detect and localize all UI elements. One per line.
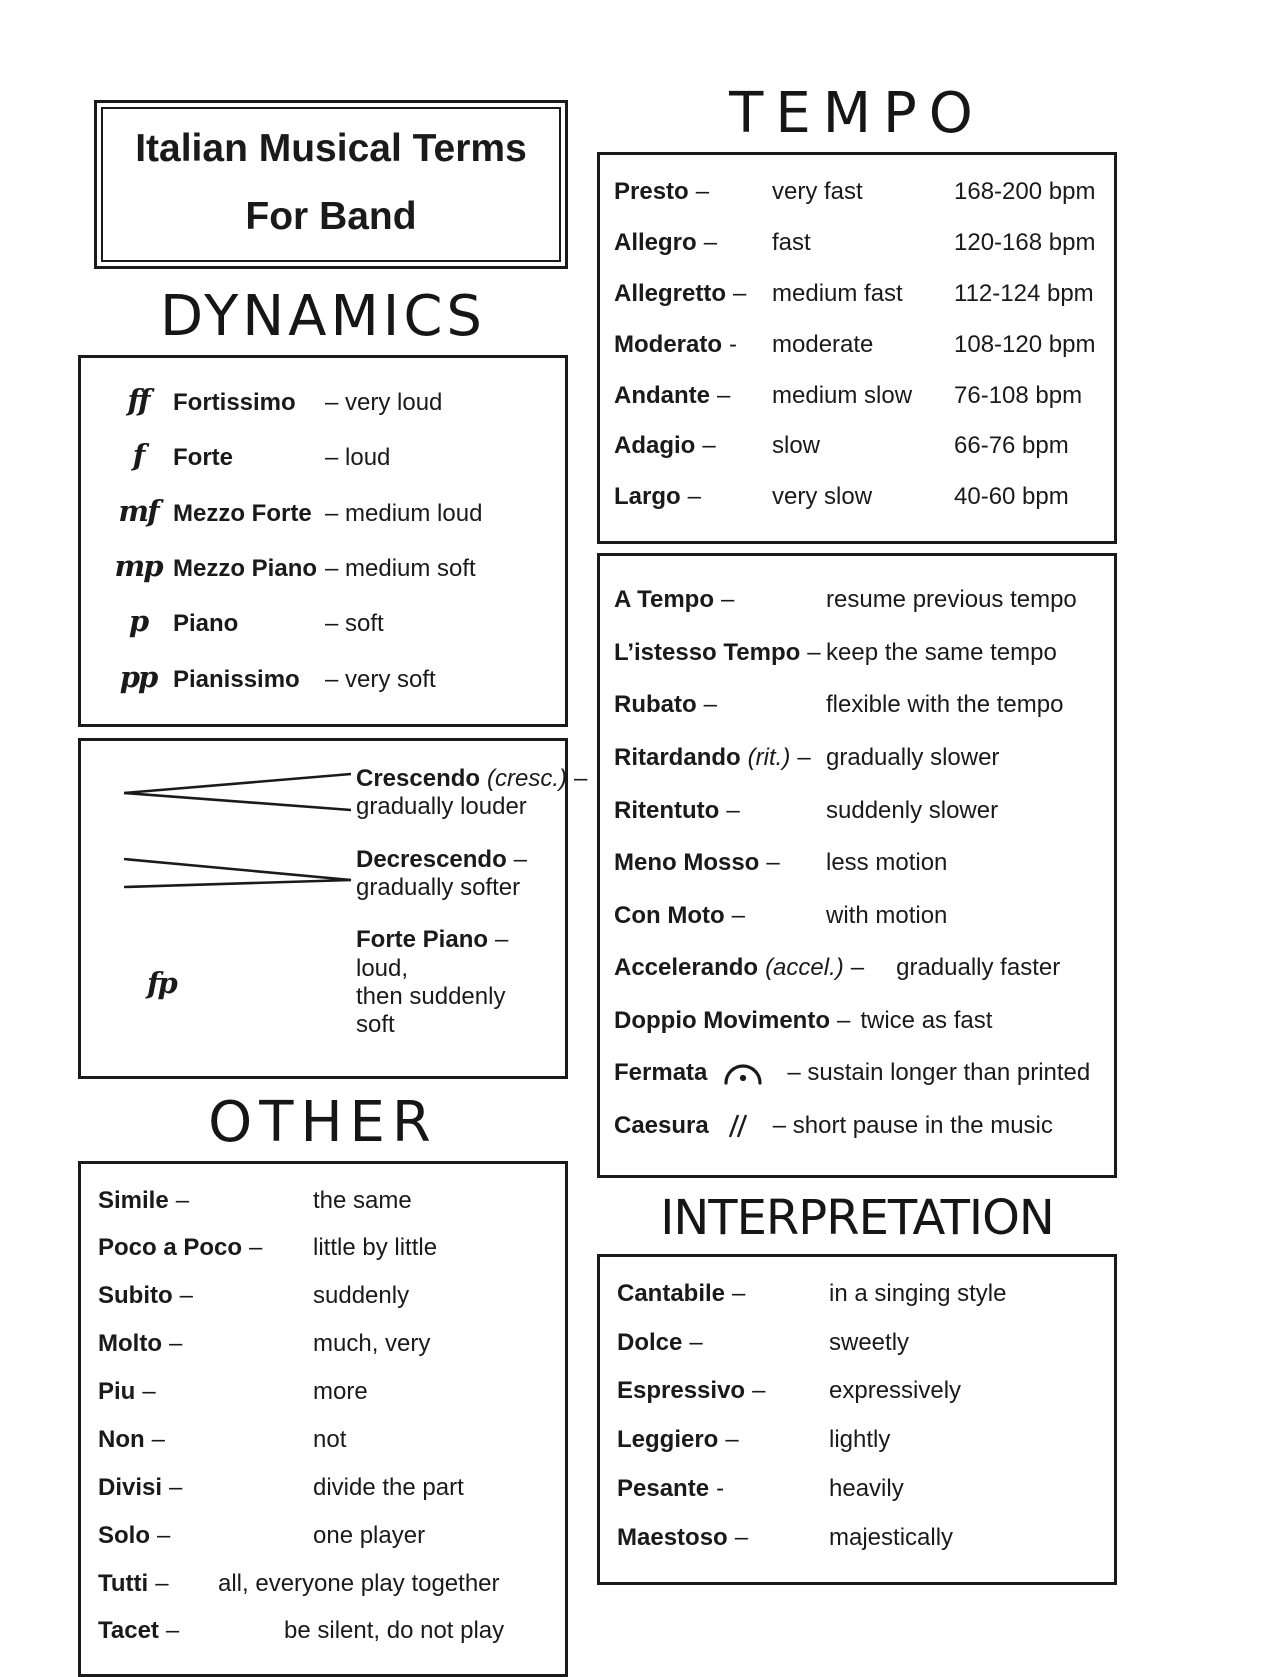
term-cell: [98, 1427, 313, 1454]
definition: gradually louder: [356, 793, 527, 821]
tempo-term-row: [614, 586, 1104, 614]
term-cell: [617, 1525, 829, 1552]
bpm-range: 108-120 bpm: [954, 330, 1096, 358]
tempo-term-row: [614, 902, 1104, 930]
dash: –: [689, 1328, 703, 1356]
term: Leggiero: [617, 1426, 719, 1454]
term: Maestoso: [617, 1524, 728, 1552]
term-cell: [98, 1379, 313, 1406]
term-row: [98, 1331, 551, 1358]
bpm-range: 168-200 bpm: [954, 178, 1096, 205]
dash: –: [807, 638, 821, 666]
dynamic-symbol: mp: [114, 549, 162, 584]
definition: – short pause in the music: [772, 1112, 1053, 1140]
term: Doppio Movimento: [614, 1006, 830, 1034]
term-cell: [614, 332, 772, 359]
forte-piano-row: [103, 926, 549, 1039]
term-cell: [614, 383, 772, 410]
tempo-term-row: [614, 849, 1104, 877]
tempo-row: [614, 281, 1104, 308]
term: Allegro: [614, 228, 697, 256]
dash: –: [574, 765, 588, 793]
speed-description: medium fast: [772, 279, 903, 307]
term: Decrescendo: [356, 845, 507, 873]
definition: gradually slower: [826, 743, 1000, 771]
speed-description: medium slow: [772, 381, 913, 409]
term-row: [98, 1188, 551, 1215]
tempo-term-row: [614, 744, 1104, 772]
interpretation-row: [617, 1525, 1100, 1552]
dash: –: [721, 586, 735, 614]
definition: resume previous tempo: [826, 586, 1077, 614]
term-cell: [614, 586, 826, 614]
term: Tacet: [98, 1617, 159, 1645]
term: Presto: [614, 178, 689, 205]
speed-description: very fast: [772, 178, 863, 205]
term: Solo: [98, 1521, 150, 1549]
page-subtitle: For Band: [245, 195, 417, 238]
term-row: [98, 1283, 551, 1310]
dynamics-heading: DYNAMICS: [160, 284, 486, 349]
term-cell: [614, 1007, 850, 1035]
term-row: [98, 1618, 551, 1645]
definition: – medium loud: [325, 499, 483, 527]
dash: –: [731, 901, 745, 929]
term-cell: [614, 744, 826, 772]
speed-description: slow: [772, 432, 821, 460]
term: Tutti: [98, 1569, 149, 1597]
left-column: [78, 0, 588, 1677]
dynamic-symbol: mf: [118, 493, 158, 528]
term-cell: [617, 1281, 829, 1308]
dash: –: [766, 849, 780, 877]
term-row: [98, 1379, 551, 1406]
crescendo-row: [103, 765, 588, 822]
tempo-term-row: [614, 1007, 1104, 1035]
definition-lead: – loud,: [356, 926, 509, 982]
term: Adagio: [614, 432, 696, 460]
term: Dolce: [617, 1328, 683, 1356]
definition: twice as fast: [860, 1006, 993, 1034]
dash: –: [732, 1279, 746, 1307]
term-cell: [98, 1475, 313, 1502]
tempo-term-row: [614, 797, 1104, 825]
term: Rubato: [614, 691, 697, 719]
term: Molto: [98, 1330, 162, 1358]
term: Con Moto: [614, 901, 725, 929]
tempo-row: [614, 433, 1104, 460]
term-cell: [98, 1571, 218, 1598]
dash: –: [155, 1569, 169, 1597]
dash: –: [687, 483, 702, 511]
term-cell: [614, 691, 826, 719]
bpm-range: 120-168 bpm: [954, 228, 1096, 256]
fermata-icon: [723, 1060, 763, 1087]
dash: -: [729, 330, 737, 358]
term-cell: [98, 1235, 313, 1262]
dash: –: [734, 1524, 749, 1552]
tempo-terms-rows: [614, 586, 1104, 1034]
dash: –: [703, 228, 718, 256]
expression-marks-box: [78, 738, 588, 1079]
term-cell: [614, 639, 826, 667]
interpretation-box: [597, 1254, 1117, 1585]
definition: divide the part: [313, 1473, 464, 1501]
dash: –: [726, 796, 740, 824]
term-cell: [617, 1476, 829, 1503]
dash: –: [151, 1425, 166, 1453]
definition: sweetly: [829, 1328, 910, 1356]
term-cell: [98, 1331, 313, 1358]
tempo-row: [614, 332, 1104, 359]
caesura-row: [614, 1112, 1104, 1140]
term: Poco a Poco: [98, 1234, 243, 1262]
term-cell: [614, 849, 826, 877]
interpretation-row: [617, 1330, 1100, 1357]
definition: gradually faster: [896, 954, 1061, 982]
page-title: Italian Musical Terms: [135, 127, 527, 170]
caesura-icon: [725, 1112, 749, 1139]
term-cell: [98, 1283, 313, 1310]
speed-description: very slow: [772, 483, 873, 511]
term: Crescendo: [356, 765, 481, 793]
term: Accelerando: [614, 954, 759, 982]
forte-piano-text: [356, 926, 549, 1039]
term: Pesante: [617, 1475, 710, 1503]
dash: –: [752, 1377, 766, 1405]
abbreviation: (rit.): [747, 743, 791, 771]
dynamics-row: [103, 605, 547, 638]
decrescendo-row: [103, 846, 549, 903]
term-cell: [614, 954, 864, 982]
speed-description: fast: [772, 228, 811, 256]
dash: –: [725, 1426, 739, 1454]
definition: less motion: [826, 849, 948, 877]
dash: –: [249, 1234, 263, 1262]
tempo-bpm-box: [597, 152, 1117, 544]
dash: –: [179, 1282, 194, 1310]
tempo-terms-box: [597, 553, 1117, 1178]
definition: one player: [313, 1521, 426, 1549]
term: Non: [98, 1425, 145, 1453]
term: Subito: [98, 1282, 173, 1310]
definition: all, everyone play together: [218, 1569, 500, 1597]
term-cell: [614, 179, 772, 206]
definition: flexible with the tempo: [826, 691, 1064, 719]
right-column: [597, 0, 1117, 1585]
term: Largo: [614, 483, 681, 511]
crescendo-hairpin-icon: [103, 770, 356, 816]
dynamics-row: [103, 661, 547, 694]
term: Cantabile: [617, 1279, 726, 1307]
term: Divisi: [98, 1473, 163, 1501]
term-cell: [614, 230, 772, 257]
dynamic-symbol: p: [128, 604, 148, 639]
dynamic-symbol: pp: [119, 659, 157, 694]
term: A Tempo: [614, 586, 714, 614]
tempo-heading: TEMPO: [729, 81, 985, 146]
term: Meno Mosso: [614, 849, 760, 877]
term: Piano: [173, 610, 239, 638]
dynamic-symbol: ff: [127, 383, 149, 417]
tempo-row: [614, 383, 1104, 410]
term: Allegretto: [614, 279, 727, 307]
definition: suddenly slower: [826, 796, 999, 824]
definition: much, very: [313, 1330, 431, 1358]
term: Pianissimo: [173, 665, 300, 693]
dash: –: [157, 1521, 171, 1549]
dash: –: [513, 845, 528, 873]
term-cell: [98, 1188, 313, 1215]
definition: not: [313, 1425, 347, 1453]
dash: –: [703, 691, 718, 719]
definition: – loud: [325, 444, 391, 472]
definition: keep the same tempo: [826, 638, 1057, 666]
bpm-range: 40-60 bpm: [954, 483, 1069, 511]
dynamics-row: [103, 439, 547, 472]
term-cell: [614, 433, 772, 460]
definition: the same: [313, 1186, 412, 1214]
dash: –: [175, 1186, 190, 1214]
bpm-range: 112-124 bpm: [954, 279, 1094, 307]
dash: –: [717, 381, 731, 409]
crescendo-text: [356, 765, 587, 822]
term: Piu: [98, 1378, 136, 1406]
term-cell: [617, 1330, 829, 1357]
dash: –: [850, 954, 865, 982]
title-box: [94, 100, 568, 269]
dynamics-row: [103, 550, 547, 583]
term: Caesura: [614, 1112, 709, 1140]
interpretation-row: [617, 1281, 1100, 1308]
dynamics-row: [103, 384, 547, 417]
term-cell: [614, 484, 772, 511]
term: Mezzo Forte: [173, 499, 312, 527]
term-cell: [98, 1618, 284, 1645]
term-row: [98, 1571, 551, 1598]
dynamic-symbol: f: [132, 438, 144, 473]
definition: heavily: [829, 1475, 904, 1503]
interpretation-heading: INTERPRETATION: [660, 1189, 1054, 1246]
term-cell: [617, 1378, 829, 1405]
abbreviation: (accel.): [765, 954, 844, 982]
term-cell: [614, 281, 772, 308]
other-heading: OTHER: [208, 1089, 438, 1155]
dash: –: [733, 279, 747, 307]
term: Forte Piano: [356, 926, 489, 954]
definition: lightly: [829, 1426, 891, 1454]
decrescendo-hairpin-icon: [103, 851, 356, 897]
term: Moderato: [614, 330, 722, 358]
term: L’istesso Tempo: [614, 638, 801, 666]
definition: suddenly: [313, 1282, 410, 1310]
term-row: [98, 1427, 551, 1454]
term: Forte: [173, 444, 233, 472]
term: Mezzo Piano: [173, 555, 318, 583]
tempo-term-row: [614, 639, 1104, 667]
title-box-inner: [101, 107, 561, 262]
interpretation-row: [617, 1427, 1100, 1454]
term-cell: [614, 902, 826, 930]
interpretation-row: [617, 1378, 1100, 1405]
dash: –: [836, 1006, 851, 1034]
tempo-term-row: [614, 691, 1104, 719]
tempo-term-row: [614, 954, 1104, 982]
term: Ritentuto: [614, 796, 720, 824]
dash: –: [168, 1330, 183, 1358]
dynamics-row: [103, 495, 547, 528]
dash: –: [169, 1473, 183, 1501]
decrescendo-text: [356, 846, 527, 903]
definition: with motion: [826, 901, 948, 929]
dynamics-box: [78, 355, 568, 727]
forte-piano-symbol: [103, 966, 356, 1000]
fp-glyph: fp: [147, 965, 176, 1000]
definition: majestically: [829, 1524, 954, 1552]
fermata-row: [614, 1059, 1104, 1087]
definition: – very loud: [325, 389, 443, 416]
definition: little by little: [313, 1234, 438, 1262]
dash: -: [716, 1475, 725, 1503]
term: Fortissimo: [173, 389, 296, 416]
speed-description: moderate: [772, 330, 874, 358]
definition: – medium soft: [325, 555, 476, 583]
definition: be silent, do not play: [284, 1617, 505, 1645]
term-cell: [617, 1427, 829, 1454]
tempo-row: [614, 179, 1104, 206]
definition: in a singing style: [829, 1279, 1007, 1307]
dash: –: [142, 1378, 156, 1406]
term: Espressivo: [617, 1377, 746, 1405]
dash: –: [797, 743, 811, 771]
bpm-range: 66-76 bpm: [954, 432, 1069, 460]
definition: gradually softer: [356, 874, 521, 901]
tempo-row: [614, 230, 1104, 257]
interpretation-row: [617, 1476, 1100, 1503]
bpm-range: 76-108 bpm: [954, 381, 1083, 409]
definition: more: [313, 1378, 368, 1406]
term-row: [98, 1523, 551, 1550]
definition: then suddenly soft: [356, 982, 506, 1039]
other-box: [78, 1161, 568, 1677]
term: Ritardando: [614, 743, 741, 771]
dash: –: [702, 432, 716, 460]
term-cell: [614, 797, 826, 825]
term: Andante: [614, 381, 710, 409]
tempo-row: [614, 484, 1104, 511]
dash: –: [165, 1617, 180, 1645]
abbreviation: (cresc.): [487, 765, 568, 793]
term-row: [98, 1235, 551, 1262]
definition: – sustain longer than printed: [787, 1059, 1091, 1087]
term-row: [98, 1475, 551, 1502]
definition: expressively: [829, 1377, 962, 1405]
term: Simile: [98, 1186, 169, 1214]
dash: –: [695, 178, 710, 205]
term: Fermata: [614, 1059, 708, 1087]
definition: – soft: [325, 610, 384, 638]
term-cell: [98, 1523, 313, 1550]
definition: – very soft: [325, 665, 436, 693]
